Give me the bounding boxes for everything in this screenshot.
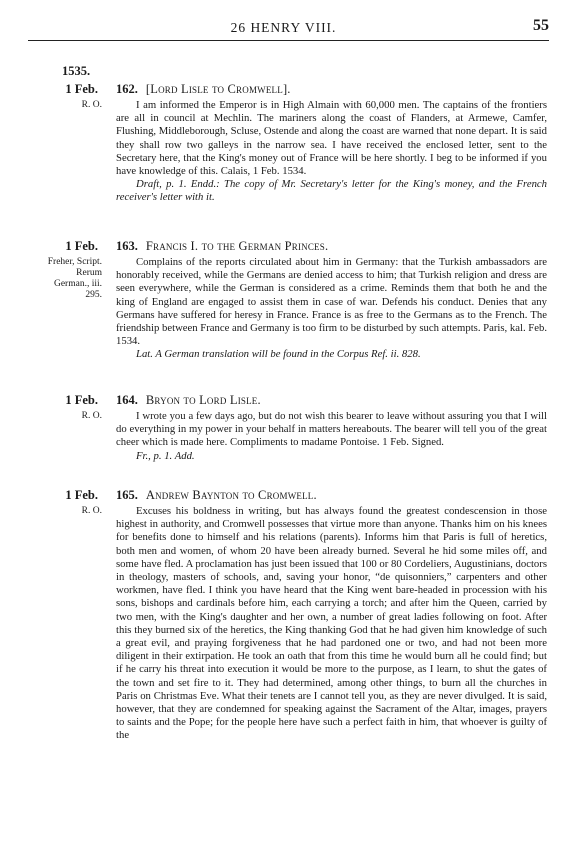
year-label: 1535. bbox=[62, 64, 91, 78]
entry-text: I am informed the Emperor is in High Almain with 60,000 men. The captains of the frontiers are all in council at Mechlin. The mariners along the coast of Flanders, at Armewe, Camfer, Flushing, Middleborough, Scluse, Ostende and along the coast are warned that none depart. It is said they shall row two galleys in the narrow sea. I have received the enclosed letter, sent to the Secretary here, that the King's money out of France will be here shortly. I beg to be informed if you have knowledge of this. Calais, 1 Feb. 1534. bbox=[116, 99, 547, 178]
entry-heading bbox=[116, 82, 291, 97]
entry-body bbox=[116, 99, 547, 205]
entry-date: 1 Feb. bbox=[65, 488, 98, 502]
entry-date: 1 Feb. bbox=[65, 393, 98, 407]
entry-heading bbox=[116, 488, 317, 503]
entry-text: I wrote you a few days ago, but do not wish this bearer to leave without assuring you that I will do everything in my power in your behalf in matters hereabouts. The bearer will tell you of the great cheer which is made here. Compliments to madame Pontoise. 1 Feb. Signed. bbox=[116, 410, 547, 449]
entry-source: R. O. bbox=[81, 506, 102, 516]
entry-text: Excuses his boldness in writing, but has always found the greatest condescension in those highest in authority, and Cromwell possesses that virtue more than anyone. Thanks him on his knees for benefits done to himself and his relations (parents). Informs him that Paris is full of heretics, both men and women, of whom 20 have been already burned. Several he hid some miles off, and some have fled. A proclamation has just been issued that 100 or 80 Cordeliers, Augustinians, doctors in theology, masters of schools, and, saving your honor, “de quisonniers,” carpenters and other workmen, have fled. I think you have heard that the King went bare-headed in procession with his sons, bishops and cardinals before him, each carrying a torch; and after him the Queen, carried by two men, with the King's daughter and her own, a number of great ladies following on foot. After this they burned six of the heretics, the King thanking God that he had given him knowledge of such a great evil, and praying forgiveness that he had pardoned one or two, and had not been more diligent in their extirpation. He took an oath that from this time he would burn all he could find; but if he carry his threat into execution it would be more to the purpose, as I learn, to shut the gates of the town and set fire to it. They had determined, among other things, to burn all the churches in Paris on Christmas Eve. What their tenets are I cannot tell you, as they are never divulged. It is said, however, that they are condemned for speaking against the Sacrament of the Altar, images, prayers to saints and the Pope; for the people here have such a perfect faith in him, that whoever is guilty of the bbox=[116, 505, 547, 742]
entry-title: [Lord Lisle to Cromwell]. bbox=[145, 82, 291, 96]
entry-number: 162. bbox=[116, 82, 138, 96]
entry-number: 164. bbox=[116, 393, 138, 407]
entry-text: Complains of the reports circulated about him in Germany: that the Turkish ambassadors are honorably received, while the Germans are denied access to him; that Turkish religion and dress are seen everywhere, while the German is considered as a crime. Reminds them that both he and the king of England are engaged to assist them in case of war. Defends his conduct. Denies that any Germans have suffered for heresy in France. France is as free to the Germans as to the French. The friendship between France and Germany is too firm to be disturbed by such attempts. Paris, kal. Feb. 1534. bbox=[116, 256, 547, 348]
entry-body bbox=[116, 256, 547, 362]
entry-heading bbox=[116, 393, 261, 408]
entry-title: Bryon to Lord Lisle. bbox=[145, 393, 261, 407]
entry-note: Fr., p. 1. Add. bbox=[136, 449, 195, 462]
entry-body bbox=[116, 505, 547, 743]
page-number: 55 bbox=[533, 17, 549, 34]
entry-source: Freher, Script. Rerum German., iii. 295. bbox=[47, 257, 102, 300]
entry-heading bbox=[116, 239, 328, 254]
header-rule bbox=[28, 40, 549, 41]
entry-body bbox=[116, 410, 547, 463]
entry-source: R. O. bbox=[81, 100, 102, 110]
entry-number: 163. bbox=[116, 239, 138, 253]
running-title: 26 HENRY VIII. bbox=[230, 20, 337, 35]
entry-title: Andrew Baynton to Cromwell. bbox=[145, 488, 317, 502]
entry-note: Lat. A German translation will be found in the Corpus Ref. ii. 828. bbox=[136, 348, 421, 361]
entry-date: 1 Feb. bbox=[65, 82, 98, 96]
entry-note: Draft, p. 1. Endd.: The copy of Mr. Secretary's letter for the King's money, and the French receiver's letter with it. bbox=[116, 178, 547, 204]
entry-title: Francis I. to the German Princes. bbox=[145, 239, 329, 253]
entry-source: R. O. bbox=[81, 411, 102, 421]
entry-number: 165. bbox=[116, 488, 138, 502]
page-header bbox=[0, 0, 567, 35]
entry-date: 1 Feb. bbox=[65, 239, 98, 253]
